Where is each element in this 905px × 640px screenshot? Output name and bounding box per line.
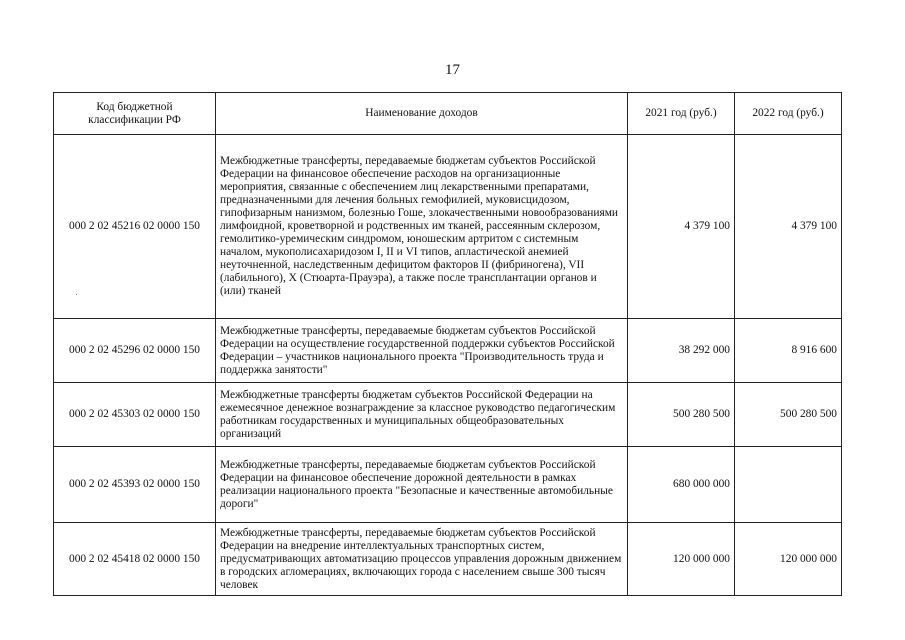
cell-code: 000 2 02 45418 02 0000 150: [54, 523, 216, 596]
cell-code: 000 2 02 45296 02 0000 150: [54, 319, 216, 383]
cell-amount-2021: 4 379 100: [628, 135, 735, 319]
cell-amount-2021: 500 280 500: [628, 383, 735, 447]
header-year-2022: 2022 год (руб.): [735, 93, 842, 135]
header-code: Код бюджетной классификации РФ: [54, 93, 216, 135]
budget-revenue-table: [53, 92, 842, 596]
cell-amount-2022: 4 379 100: [735, 135, 842, 319]
cell-amount-2022: 8 916 600: [735, 319, 842, 383]
table-row: [54, 383, 842, 447]
table-row: [54, 135, 842, 319]
cell-name: Межбюджетные трансферты, передаваемые бюджетам субъектов Российской Федерации на внедрение интеллектуальных транспортных систем, предусматривающих автоматизацию процессов управления дорожным движением в городских агломерациях, включающих города с населением свыше 300 тысяч человек: [216, 523, 628, 596]
cell-code: 000 2 02 45216 02 0000 150: [54, 135, 216, 319]
table-row: [54, 447, 842, 523]
scan-speck: [76, 294, 77, 295]
header-year-2021: 2021 год (руб.): [628, 93, 735, 135]
cell-amount-2022: 120 000 000: [735, 523, 842, 596]
cell-amount-2021: 38 292 000: [628, 319, 735, 383]
cell-code: 000 2 02 45393 02 0000 150: [54, 447, 216, 523]
cell-amount-2022: 500 280 500: [735, 383, 842, 447]
cell-amount-2022: [735, 447, 842, 523]
cell-amount-2021: 680 000 000: [628, 447, 735, 523]
cell-amount-2021: 120 000 000: [628, 523, 735, 596]
cell-name: Межбюджетные трансферты, передаваемые бюджетам субъектов Российской Федерации на осуществление государственной поддержки субъектов Российской Федерации – участников национального проекта "Производительность труда и поддержка занятости": [216, 319, 628, 383]
header-name: Наименование доходов: [216, 93, 628, 135]
cell-name: Межбюджетные трансферты бюджетам субъектов Российской Федерации на ежемесячное денежное вознаграждение за классное руководство педагогическим работникам государственных и муниципальных общеобразовательных организаций: [216, 383, 628, 447]
cell-code: 000 2 02 45303 02 0000 150: [54, 383, 216, 447]
cell-name: Межбюджетные трансферты, передаваемые бюджетам субъектов Российской Федерации на финансовое обеспечение расходов на организационные мероприятия, связанные с обеспечением лиц лекарственными препаратами, предназначенными для лечения больных гемофилией, муковисцидозом, гипофизарным нанизмом, болезнью Гоше, злокачественными новообразованиями лимфоидной, кроветворной и родственных им тканей, рассеянным склерозом, гемолитико-уремическим синдромом, юношеским артритом с системным началом, мукополисахаридозом I, II и VI типов, апластической анемией неуточненной, наследственным дефицитом факторов II (фибриногена), VII (лабильного), X (Стюарта-Прауэра), а также после трансплантации органов и (или) тканей: [216, 135, 628, 319]
table-row: [54, 319, 842, 383]
table-header-row: [54, 93, 842, 135]
page-number: 17: [445, 62, 460, 78]
table-row: [54, 523, 842, 596]
cell-name: Межбюджетные трансферты, передаваемые бюджетам субъектов Российской Федерации на финансовое обеспечение дорожной деятельности в рамках реализации национального проекта "Безопасные и качественные автомобильные дороги": [216, 447, 628, 523]
